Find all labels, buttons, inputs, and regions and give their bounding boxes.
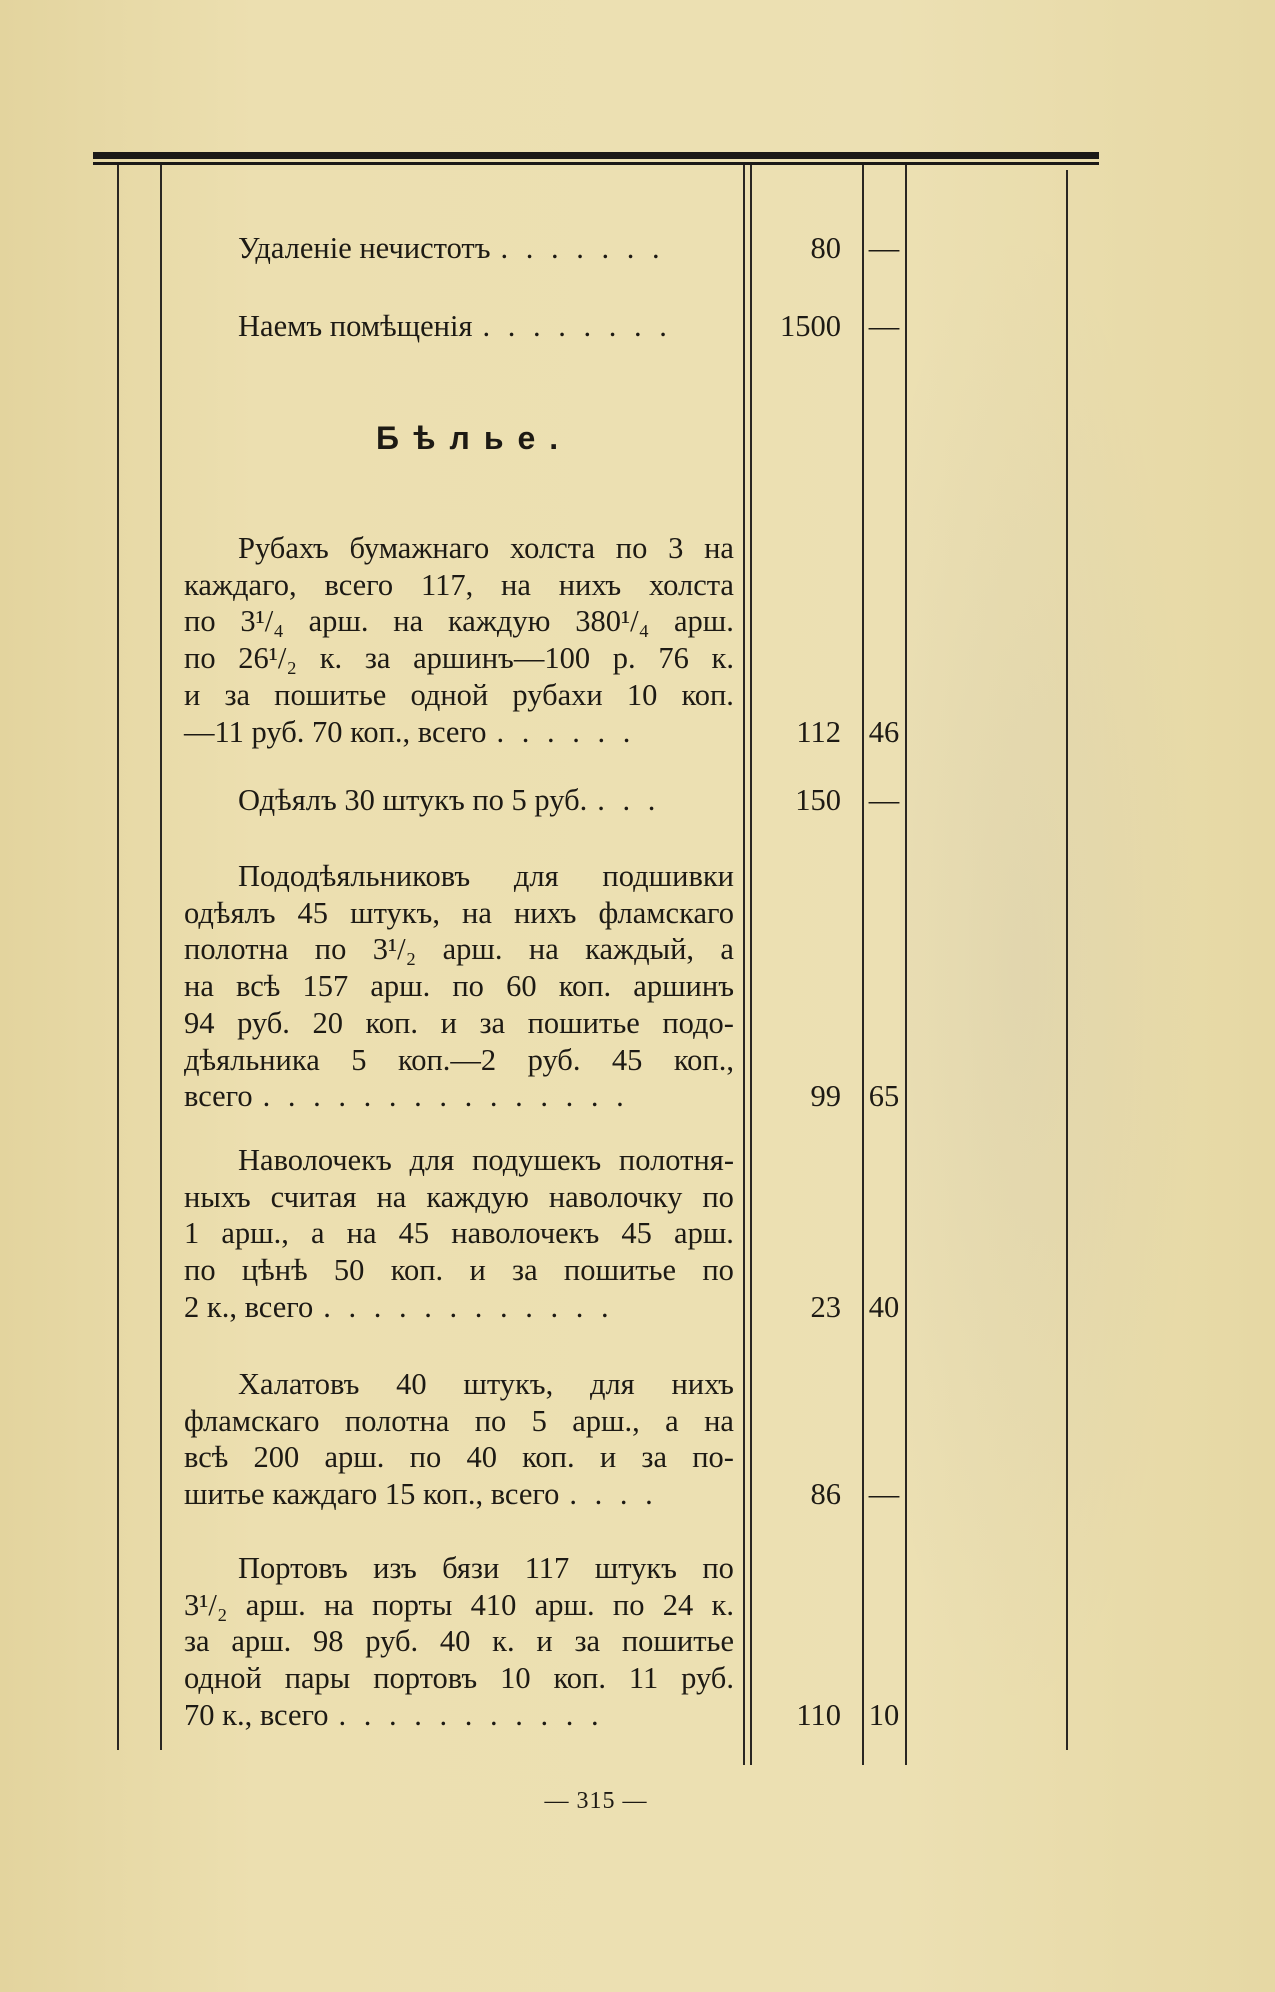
entry-text: всего	[184, 1079, 253, 1114]
entry-line	[184, 1587, 734, 1624]
entry-word: по	[409, 1440, 442, 1475]
entry-word: порты	[372, 1587, 453, 1622]
entry-word: арш.	[231, 1624, 292, 1659]
entry-word: 45	[398, 1216, 430, 1251]
entry-word: арш.	[308, 604, 369, 639]
entry-word: 45	[621, 1216, 652, 1251]
entry-word: за	[512, 1253, 538, 1288]
entry-word: 200	[253, 1440, 300, 1475]
entry-word: к.	[319, 641, 343, 676]
entry-word: по	[184, 641, 216, 676]
entry-word: 3¹/₂	[184, 1587, 228, 1622]
entry-word: на	[346, 1216, 377, 1251]
entry-word: по	[452, 969, 484, 1004]
entry-line	[184, 640, 734, 677]
table-border-left-inner	[160, 165, 162, 1750]
entry-word: холста	[510, 531, 595, 565]
entry-word: портовъ	[373, 1661, 478, 1696]
amount-kopecks: —	[868, 309, 900, 343]
amount-rubles: 86	[810, 1477, 841, 1512]
entry-word: на	[462, 895, 492, 930]
entry-text: —11 руб. 70 коп., всего	[184, 714, 487, 749]
entry-word: по	[184, 1253, 216, 1288]
entry-word: по	[314, 932, 347, 967]
amount-rubles: 112	[796, 714, 841, 749]
entry-word: аршинъ	[633, 969, 734, 1004]
entry-word: коп.—2	[397, 1042, 497, 1077]
entry-word: к.	[711, 641, 734, 676]
entry-word: по	[702, 1179, 734, 1214]
entry-text: Одѣялъ 30 штукъ по 5 руб.	[238, 783, 588, 817]
entry-line	[184, 858, 734, 895]
amount-rubles: 110	[796, 1697, 841, 1732]
entry-word: на	[323, 1587, 354, 1622]
table-rule-kop-start	[862, 165, 864, 1765]
entry-line	[184, 1042, 734, 1079]
entry-line	[184, 931, 734, 968]
entry-line	[184, 1439, 734, 1476]
entry-last-line	[184, 714, 734, 751]
entry-word: на	[376, 1179, 407, 1214]
entry-word: и	[184, 677, 201, 712]
entry-word: 40	[439, 1624, 471, 1659]
entry-word: 98	[313, 1624, 344, 1659]
entry-word: на	[184, 969, 214, 1004]
amount-kopecks: 46	[868, 714, 900, 749]
entry-word: а	[720, 932, 734, 967]
leader-dots: . . . . . . . . . . . . . . .	[262, 1079, 629, 1114]
entry-word: коп.	[365, 1005, 418, 1040]
entry-word: цѣнѣ	[241, 1253, 308, 1288]
entry-word: Наволочекъ	[238, 1143, 392, 1177]
entry-line	[184, 895, 734, 932]
leader-dots: . . . . . . .	[500, 231, 665, 265]
entry-word: для	[409, 1143, 455, 1177]
entry-word: 3¹/₂	[372, 932, 417, 967]
ledger-entry	[184, 858, 734, 1115]
entry-word: арш.	[370, 969, 431, 1004]
entry-word: и	[469, 1253, 486, 1288]
entry-word: изъ	[373, 1551, 417, 1585]
entry-word: 157	[302, 969, 349, 1004]
entry-word: бязи	[442, 1551, 500, 1585]
entry-line	[184, 1179, 734, 1216]
entry-line	[184, 1215, 734, 1252]
leader-dots: . . . . . . . . . . .	[338, 1697, 604, 1732]
amount-kopecks: —	[868, 783, 900, 817]
entry-last-line	[184, 1078, 734, 1115]
entry-word: Халатовъ	[238, 1367, 360, 1401]
entry-word: полотня-	[618, 1143, 734, 1177]
entry-word: бумажнаго	[349, 531, 490, 565]
entry-word: к.	[492, 1624, 515, 1659]
entry-word: 5	[531, 1403, 547, 1438]
entry-word: 10	[500, 1661, 531, 1696]
entry-word: штукъ,	[463, 1367, 554, 1401]
entry-word: коп.,	[673, 1042, 734, 1077]
entry-last-line	[184, 782, 734, 819]
entry-word: на	[393, 604, 424, 639]
entry-last-line	[184, 308, 734, 345]
entry-text: 2 к., всего	[184, 1289, 314, 1324]
entry-line	[184, 567, 734, 604]
entry-line	[184, 1142, 734, 1179]
entry-word: и	[599, 1440, 617, 1475]
entry-word: к.	[711, 1587, 734, 1622]
ledger-entry	[184, 230, 734, 267]
entry-word: 60	[506, 969, 537, 1004]
entry-word: подшивки	[602, 859, 734, 893]
entry-word: нихъ	[671, 1367, 734, 1401]
entry-word: за	[364, 641, 391, 676]
leader-dots: . . . . . .	[496, 714, 636, 749]
entry-word: за	[224, 677, 251, 712]
entry-word: всѣ	[236, 969, 281, 1004]
entry-word: наволочку	[548, 1179, 683, 1214]
entry-word: фламскаго	[598, 895, 734, 930]
table-rule-kop-end	[905, 165, 907, 1765]
table-rule-rub-start	[750, 165, 752, 1765]
entry-word: 40	[396, 1367, 427, 1401]
entry-word: коп.	[553, 1661, 606, 1696]
table-rule-text-end	[743, 165, 745, 1765]
entry-word: за	[479, 1005, 506, 1040]
entry-word: на	[501, 567, 531, 602]
entry-word: на	[528, 932, 559, 967]
entry-word: 1	[184, 1216, 200, 1251]
entry-line	[184, 1660, 734, 1697]
entry-word: пары	[284, 1661, 351, 1696]
entry-word: ныхъ	[184, 1179, 251, 1214]
table-border-right	[1066, 170, 1068, 1750]
entry-line	[184, 968, 734, 1005]
entry-word: Портовъ	[238, 1551, 348, 1585]
entry-word: за	[574, 1624, 601, 1659]
entry-word: за	[641, 1440, 667, 1475]
entry-word: 3¹/₄	[240, 604, 284, 639]
ledger-entry	[184, 308, 734, 345]
entry-word: 5	[351, 1042, 367, 1077]
entry-line	[184, 1366, 734, 1403]
entry-word: каждую	[447, 604, 551, 639]
entry-word: по	[474, 1403, 507, 1438]
ledger-entry	[184, 1366, 734, 1513]
entry-word: руб.	[237, 1005, 290, 1040]
entry-line	[184, 677, 734, 714]
entry-word: 20	[312, 1005, 343, 1040]
entry-line	[184, 603, 734, 640]
entry-word: на	[704, 1403, 734, 1438]
entry-word: руб.	[527, 1042, 581, 1077]
entry-word: полотна	[344, 1403, 450, 1438]
ledger-entry	[184, 782, 734, 819]
entry-word: подо-	[662, 1005, 734, 1040]
entry-last-line	[184, 230, 734, 267]
amount-kopecks: 40	[868, 1289, 900, 1324]
entry-word: по	[702, 1253, 734, 1288]
entry-word: штукъ,	[350, 895, 440, 930]
leader-dots: . . . .	[569, 1477, 658, 1512]
top-rule-thin	[93, 162, 1099, 165]
entry-last-line	[184, 1697, 734, 1734]
entry-word: всего	[324, 567, 394, 602]
entry-word: пошитье	[563, 1253, 677, 1288]
entry-word: одной	[410, 677, 489, 712]
entry-word: коп.	[522, 1440, 575, 1475]
entry-word: пошитье	[621, 1624, 734, 1659]
entry-word: 24	[662, 1587, 694, 1622]
entry-word: рубахи	[512, 677, 603, 712]
entry-line	[184, 530, 734, 567]
entry-word: пошитье	[274, 677, 387, 712]
ledger-entry	[184, 530, 734, 750]
entry-word: Рубахъ	[238, 531, 329, 565]
amount-rubles: 23	[810, 1289, 841, 1324]
entry-word: 117	[524, 1551, 570, 1585]
entry-word: 3	[668, 531, 684, 565]
leader-dots: . . .	[597, 783, 661, 817]
entry-word: по-	[692, 1440, 734, 1475]
entry-word: коп.	[558, 969, 612, 1004]
entry-word: и	[536, 1624, 553, 1659]
entry-word: арш.	[442, 932, 503, 967]
entry-line	[184, 1550, 734, 1587]
entry-word: на	[704, 531, 734, 565]
entry-word: р.	[612, 641, 636, 676]
entry-word: каждаго,	[184, 567, 297, 602]
entry-word: всѣ	[184, 1440, 229, 1475]
entry-word: каждый,	[585, 932, 695, 967]
entry-word: нихъ	[558, 567, 622, 602]
entry-word: подушекъ	[472, 1143, 602, 1177]
entry-word: одѣялъ	[184, 895, 276, 930]
entry-word: нихъ	[513, 895, 577, 930]
bleed-through-shadow	[900, 220, 1200, 1720]
entry-word: а	[665, 1403, 679, 1438]
amount-kopecks: 10	[868, 1697, 900, 1732]
leader-dots: . . . . . . . .	[482, 309, 672, 343]
amount-kopecks: 65	[868, 1079, 900, 1114]
ledger-entry	[184, 1550, 734, 1734]
entry-word: арш.	[674, 1216, 734, 1251]
amount-rubles: 150	[795, 783, 841, 817]
table-border-left-outer	[117, 165, 119, 1750]
leader-dots: . . . . . . . . . . . .	[323, 1289, 614, 1324]
entry-word: каждую	[426, 1179, 529, 1214]
entry-word: 76	[658, 641, 689, 676]
entry-last-line	[184, 1289, 734, 1326]
entry-word: по	[184, 604, 216, 639]
entry-text: шитье каждаго 15 коп., всего	[184, 1477, 560, 1512]
section-title: Бѣлье.	[376, 420, 573, 456]
entry-word: 50	[333, 1253, 365, 1288]
entry-word: штукъ	[594, 1551, 677, 1585]
entry-word: арш.,	[221, 1216, 289, 1251]
entry-word: 45	[611, 1042, 643, 1077]
entry-word: арш.	[674, 604, 734, 639]
entry-last-line	[184, 1476, 734, 1513]
amount-rubles: 1500	[780, 309, 841, 343]
entry-word: 380¹/₄	[575, 604, 650, 639]
entry-line	[184, 1252, 734, 1289]
entry-word: по	[702, 1551, 734, 1585]
entry-word: аршинъ—100	[413, 641, 591, 676]
entry-word: Пододѣяльниковъ	[238, 859, 471, 893]
entry-word: 45	[297, 895, 329, 930]
amount-rubles: 99	[810, 1079, 841, 1114]
entry-word: руб.	[681, 1661, 734, 1696]
top-rule-thick	[93, 152, 1099, 159]
entry-line	[184, 1403, 734, 1440]
entry-word: считая	[270, 1179, 357, 1214]
amount-kopecks: —	[868, 1477, 900, 1512]
entry-word: холста	[649, 567, 734, 602]
entry-line	[184, 1005, 734, 1042]
entry-word: руб.	[365, 1624, 419, 1659]
entry-word: 26¹/₂	[238, 641, 298, 676]
entry-word: по	[615, 531, 648, 565]
entry-line	[184, 1623, 734, 1660]
entry-text: 70 к., всего	[184, 1697, 329, 1732]
entry-word: 94	[184, 1005, 215, 1040]
entry-word: 11	[628, 1661, 659, 1696]
entry-word: арш.	[534, 1587, 595, 1622]
entry-word: пошитье	[527, 1005, 640, 1040]
amount-kopecks: —	[868, 231, 900, 265]
entry-word: одной	[184, 1661, 262, 1696]
entry-text: Удаленіе нечистотъ	[238, 231, 491, 265]
entry-word: 40	[466, 1440, 497, 1475]
entry-word: а	[311, 1216, 325, 1251]
entry-word: 410	[470, 1587, 517, 1622]
entry-word: для	[513, 859, 559, 893]
entry-word: 10	[626, 677, 658, 712]
entry-word: полотна	[184, 932, 289, 967]
entry-word: наволочекъ	[451, 1216, 600, 1251]
amount-rubles: 80	[810, 231, 841, 265]
entry-word: арш.,	[572, 1403, 640, 1438]
page-number: — 315 —	[544, 1788, 648, 1814]
entry-word: коп.	[390, 1253, 444, 1288]
entry-word: дѣяльника	[184, 1042, 320, 1077]
entry-word: и	[440, 1005, 457, 1040]
entry-word: для	[589, 1367, 635, 1401]
entry-word: коп.	[681, 677, 734, 712]
entry-word: за	[184, 1624, 210, 1659]
entry-text: Наемъ помѣщенія	[238, 309, 473, 343]
entry-word: арш.	[245, 1587, 306, 1622]
ledger-entry	[184, 1142, 734, 1326]
entry-word: арш.	[324, 1440, 385, 1475]
entry-word: фламскаго	[184, 1403, 320, 1438]
entry-word: 117,	[420, 567, 474, 602]
entry-word: по	[612, 1587, 645, 1622]
